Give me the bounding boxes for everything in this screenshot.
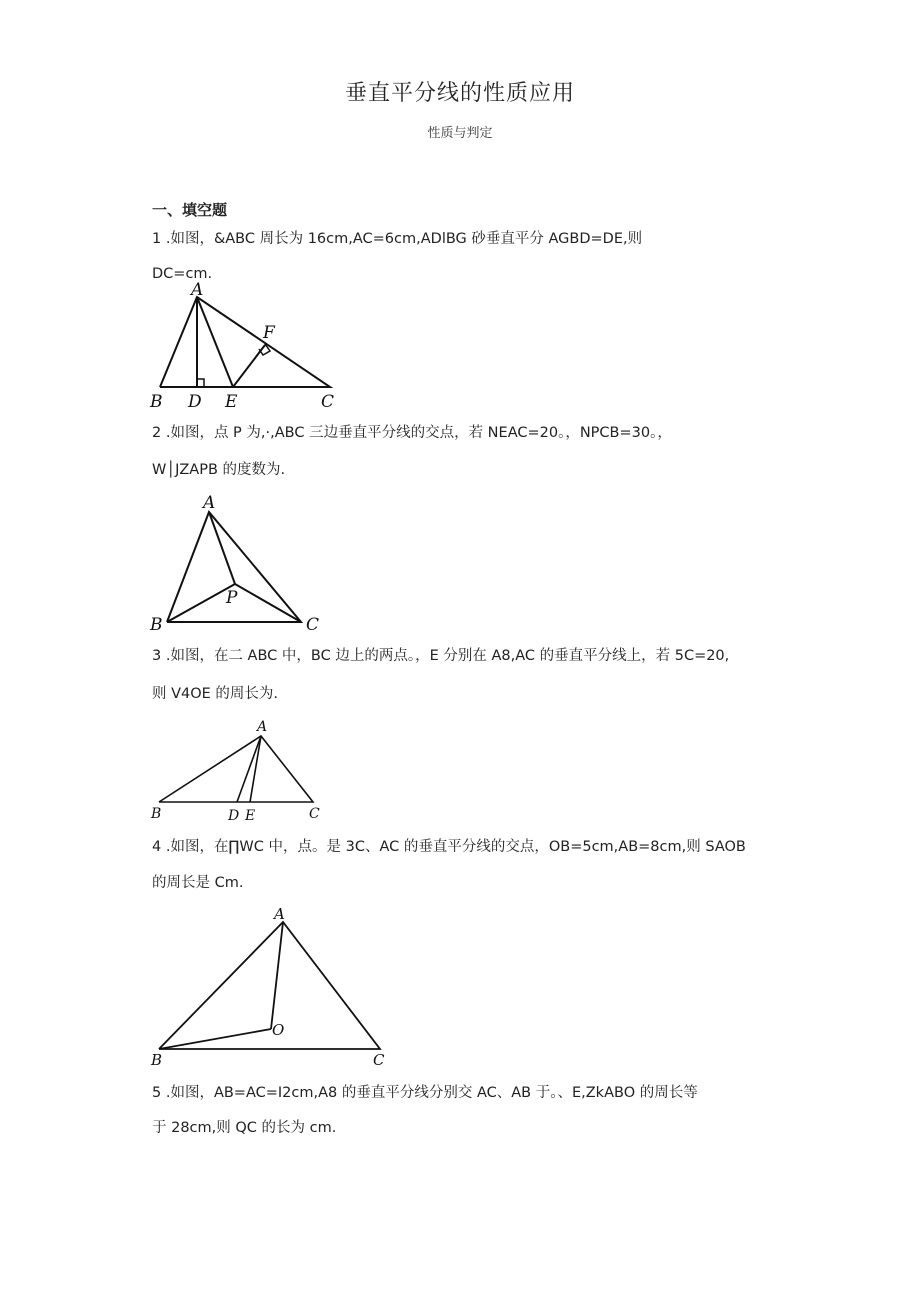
figure-3-label-c: C [309, 806, 320, 822]
question-1-line-1: 1 .如图，&ABC 周长为 16cm,AC=6cm,ADlBG 砂垂直平分 AGBD=DE,则 [152, 231, 643, 247]
figure-3-label-a: A [257, 719, 268, 735]
question-4-line-2: 的周长是 Cm. [152, 875, 244, 891]
figure-2 [145, 492, 335, 637]
figure-1-label-c: C [321, 392, 335, 410]
figure-4-label-b: B [151, 1051, 163, 1069]
figure-1-label-a: A [191, 280, 204, 300]
figure-3 [145, 714, 335, 826]
figure-4-label-o: O [272, 1021, 285, 1039]
page-subtitle: 性质与判定 [427, 126, 493, 141]
page-title: 垂直平分线的性质应用 [344, 81, 575, 106]
question-3-line-2: 则 V4OE 的周长为. [152, 686, 279, 702]
figure-2-label-p: P [226, 588, 238, 608]
figure-1 [145, 280, 345, 410]
figure-1-label-f: F [263, 323, 275, 343]
figure-4 [145, 902, 395, 1072]
question-3-line-1: 3 .如图，在二 ABC 中，BC 边上的两点。，E 分别在 A8,AC 的垂直平分线上，若 5C=20, [152, 648, 730, 664]
question-4-line-1: 4 .如图，在∏WC 中，点。是 3C、AC 的垂直平分线的交点，OB=5cm,AB=8cm,则 SAOB [152, 839, 746, 855]
section-heading: 一、填空题 [152, 201, 228, 219]
figure-2-label-c: C [306, 615, 320, 635]
figure-4-label-c: C [373, 1051, 385, 1069]
question-5-line-1: 5 .如图，AB=AC=I2cm,A8 的垂直平分线分别交 AC、AB 于。、E,ZkABO 的周长等 [152, 1085, 698, 1101]
question-5-line-2: 于 28cm,则 QC 的长为 cm. [152, 1120, 337, 1136]
figure-1-label-b: B [150, 392, 163, 410]
figure-3-label-d: D [228, 808, 240, 824]
figure-1-label-d: D [188, 392, 202, 410]
figure-3-label-e: E [245, 808, 256, 824]
question-2-line-2: W│JZAPB 的度数为. [152, 462, 286, 478]
question-2-line-1: 2 .如图，点 P 为,·,ABC 三边垂直平分线的交点，若 NEAC=20。，NPCB=30。， [152, 425, 672, 441]
question-1-line-2: DC=cm. [152, 266, 213, 282]
figure-3-label-b: B [151, 806, 162, 822]
figure-2-label-a: A [203, 493, 216, 513]
figure-4-label-a: A [274, 905, 285, 923]
figure-1-label-e: E [225, 392, 238, 410]
figure-2-label-b: B [150, 615, 163, 635]
